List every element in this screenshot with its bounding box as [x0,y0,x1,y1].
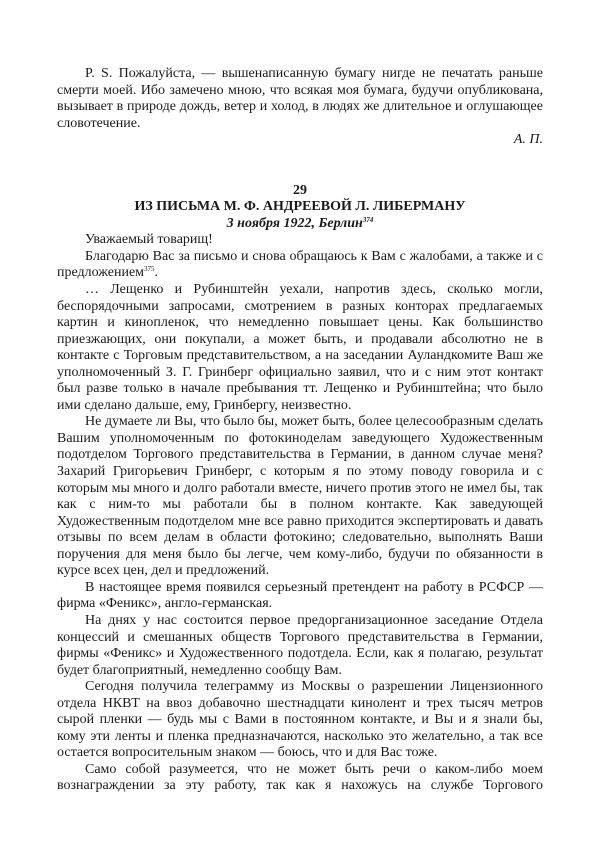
document-page [57,66,543,795]
paragraph: … Лещенко и Рубинштейн уехали, напротив здесь, сколько могли, беспорядочными запросами, смотрением в разных конторах предлагаемых картин и кинопленок, что немедленно повышает цены. Как большинство приезжающих, они покупали, а может быть, и продавали абсолютно не в контакте с Торговым представительством, а на заседании Ауландкомите Ваш же уполномоченный З. Г. Гринберг официально заявил, что и с ним этот контакт был разве только в начале пребывания тт. Лещенко и Рубинштейна; что было ими сделано дальше, ему, Гринбергу, неизвестно. [57,282,543,413]
paragraph [57,249,543,282]
footnote-ref[interactable]: 374 [362,215,374,224]
date-text: 3 ноября 1922, Берлин [226,215,363,231]
document-title: ИЗ ПИСЬМА М. Ф. АНДРЕЕВОЙ Л. ЛИБЕРМАНУ [134,199,466,215]
greeting: Уважаемый товарищ! [85,232,213,248]
signature: А. П. [513,132,543,148]
paragraph: Сегодня получила телеграмму из Москвы о разрешении Лицензионного отдела НКВТ на ввоз добавочно шестнадцати кинолент и трех тысяч метров сырой пленки — будь мы с Вами в постоянном контакте, и Вы и я знали бы, кому эти ленты и пленка предназначаются, насколько это желательно, а так все остается вопросительным знаком — боюсь, что и для Вас тоже. [57,679,543,761]
paragraph: Само собой разумеется, что не может быть речи о каком-либо моем вознаграждении за эту работу, так как я нахожусь на службе Торгового [57,761,543,794]
paragraph: На днях у нас состоится первое предорганизационное заседание Отдела концессий и смешанных обществ Торгового представительства в Германии, фирмы «Феникс» и Художественного подотдела. Если, как я полагаю, результат будет благоприятный, немедленно сообщу Вам. [57,612,543,678]
document-number: 29 [293,182,307,198]
paragraph-text: Благодарю Вас за письмо и снова обращаюсь к Вам с жалобами, а также и с предложением [57,248,543,281]
paragraph-end: . [154,265,159,281]
paragraph: Не думаете ли Вы, что было бы, может быть, более целесообразным сделать Вашим уполномоченным по фотокиноделам заведующего Художественным подотделом Торгового представительства в Германии, в данном случае меня? Захарий Григорьевич Гринберг, с которым я по этому поводу говорила и с которым мы много и долго работали вместе, ничего против этого не имел бы, так как с ним-то мы работали бы в полном контакте. Как заведующей Художественным подотделом мне все равно приходится экспертировать и давать отзывы по всем делам в области фотокино; следовательно, выполнять Ваши поручения для меня было бы легче, чем кому-либо, будучи по обязанности в курсе всех цен, дел и предложений. [57,414,543,579]
postscript: P. S. Пожалуйста, — вышенаписанную бумагу нигде не печатать раньше смерти моей. Ибо замечено мною, что всякая моя бумага, будучи опубликована, вызывает в природе дождь, ветер и холод, в людях же длительное и оглушающее словотечение. [57,66,543,131]
footnote-ref[interactable]: 375 [144,265,155,274]
document-date [57,216,543,233]
paragraph: В настоящее время появился серьезный претендент на работу в РСФСР — фирма «Феникс», англо-германская. [57,579,543,612]
